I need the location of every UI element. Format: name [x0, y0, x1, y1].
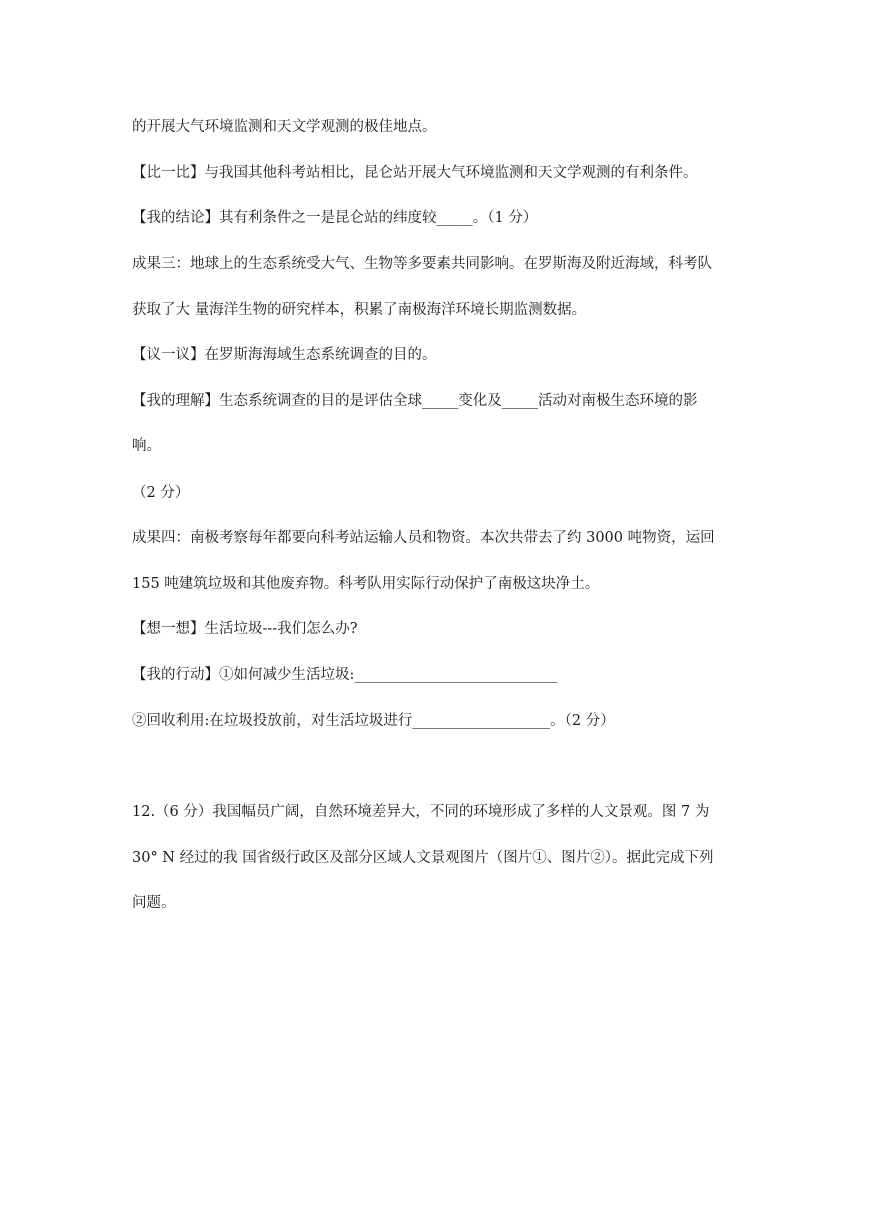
text-line: 响。	[132, 438, 161, 454]
text-line: 【我的结论】其有利条件之一是昆仑站的纬度较_____。（1 分）	[132, 210, 538, 226]
question-line: 30° N 经过的我 国省级行政区及部分区域人文景观图片（图片①、图片②）。据此完成下列	[132, 850, 714, 866]
text-line: 【比一比】与我国其他科考站相比，昆仑站开展大气环境监测和天文学观测的有利条件。	[132, 165, 698, 181]
question-line: 问题。	[132, 895, 176, 911]
question-line: 12.（6 分）我国幅员广阔，自然环境差异大，不同的环境形成了多样的人文景观。图 7 为	[132, 804, 710, 820]
text-line: 【议一议】在罗斯海海域生态系统调查的目的。	[132, 347, 437, 363]
text-line: 【想一想】生活垃圾---我们怎么办?	[132, 621, 358, 637]
text-line: 成果三：地球上的生态系统受大气、生物等多要素共同影响。在罗斯海及附近海域，科考队	[132, 256, 712, 272]
text-line: 成果四：南极考察每年都要向科考站运输人员和物资。本次共带去了约 3000 吨物资，运回	[132, 530, 715, 546]
text-line: 【我的理解】生态系统调查的目的是评估全球_____变化及_____活动对南极生态环境的影	[132, 393, 698, 409]
text-line: 155 吨建筑垃圾和其他废弃物。科考队用实际行动保护了南极这块净土。	[132, 576, 600, 592]
text-line: 【我的行动】①如何减少生活垃圾:____________________________	[132, 667, 558, 683]
text-line: （2 分）	[132, 485, 190, 501]
text-line: 的开展大气环境监测和天文学观测的极佳地点。	[132, 119, 437, 135]
text-line: 获取了大 量海洋生物的研究样本，积累了南极海洋环境长期监测数据。	[132, 302, 587, 318]
text-line: ②回收利用:在垃圾投放前，对生活垃圾进行___________________。（2 分）	[132, 713, 615, 729]
